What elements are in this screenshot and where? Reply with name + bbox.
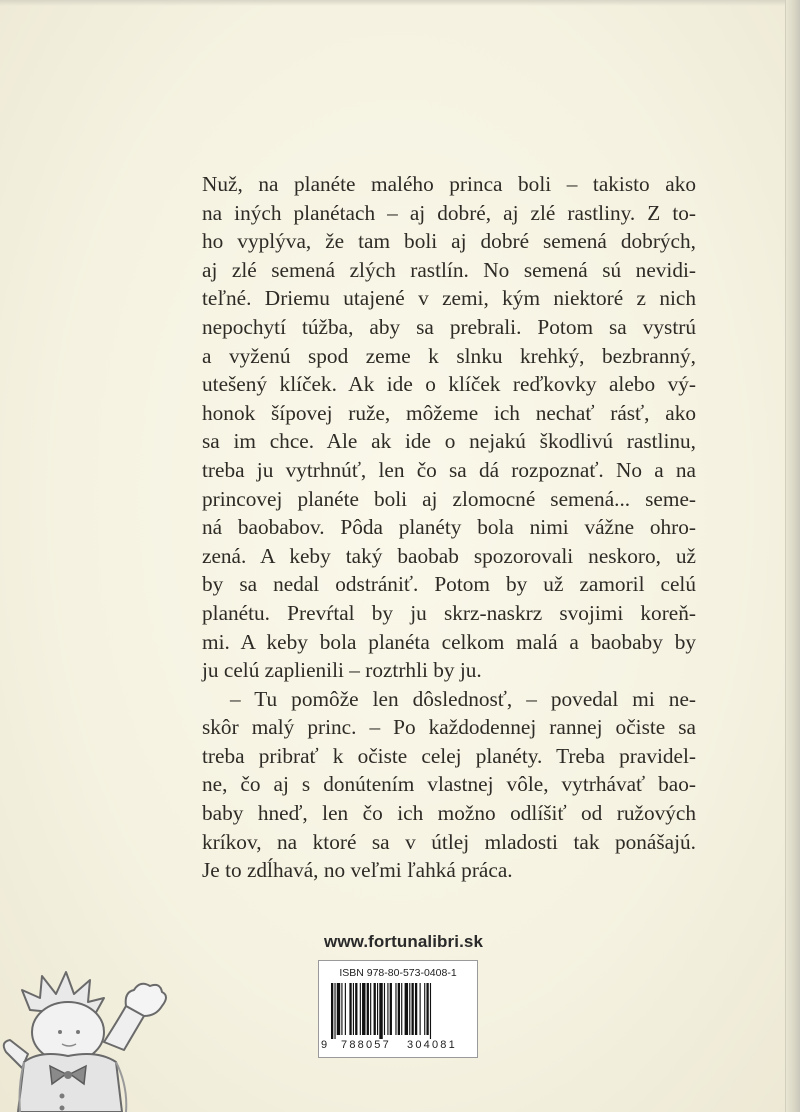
text-line: treba pribrať k očiste celej planéty. Treba pravidel- [202, 743, 696, 768]
barcode-bar [379, 983, 382, 1039]
barcode-digits-left: 788057 [341, 1039, 391, 1051]
barcode-bar [415, 983, 417, 1035]
cover-spine-edge [785, 0, 800, 1112]
barcode-bar [409, 983, 410, 1035]
barcode-bar [384, 983, 385, 1035]
text-line: ne, čo aj s donútením vlastnej vôle, vytrhávať bao- [202, 772, 696, 797]
barcode-bar [360, 983, 361, 1035]
publisher-url: www.fortunalibri.sk [324, 932, 484, 951]
barcode-bar [334, 983, 335, 1039]
barcode-bar [353, 983, 354, 1035]
barcode-digit-first: 9 [321, 1039, 328, 1051]
text-line: treba ju vytrhnúť, len čo sa dá rozpoznať. No a na [202, 457, 696, 482]
isbn-label: ISBN 978-80-573-0408-1 [339, 967, 457, 979]
text-line: teľné. Driemu utajené v zemi, kým niektoré z nich [202, 286, 696, 311]
text-line: ho vyplýva, že tam boli aj dobré semená dobrých, [202, 229, 696, 254]
little-prince-figure [0, 950, 200, 1112]
text-line: by sa nedal odstrániť. Potom by už zamoril celú [202, 572, 696, 597]
barcode-bar [401, 983, 402, 1035]
barcode-bar [362, 983, 365, 1035]
barcode-bar [355, 983, 357, 1035]
excerpt-text [202, 170, 696, 885]
text-line: Je to zdĺhavá, no veľmi ľahká práca. [202, 858, 513, 883]
text-line: ná baobabov. Pôda planéty bola nimi vážne ohro- [202, 515, 696, 540]
barcode-digits-right: 304081 [407, 1039, 457, 1051]
barcode-bar [349, 983, 351, 1035]
text-line: kríkov, na ktoré sa v útlej mladosti tak ponášajú. [202, 829, 696, 854]
barcode-bar [387, 983, 388, 1035]
barcode-bar [377, 983, 378, 1035]
text-line: mi. A keby bola planéta celkom malá a baobaby by [202, 629, 696, 654]
text-line: planétu. Prevŕtal by ju skrz-naskrz svojimi koreň- [202, 600, 696, 625]
text-line: baby hneď, len čo ich možno odlíšiť od ružových [202, 801, 696, 826]
text-line: na iných planétach – aj dobré, aj zlé rastliny. Z to- [202, 200, 696, 225]
text-line: Nuž, na planéte malého princa boli – takisto ako [202, 172, 696, 196]
text-line: aj zlé semená zlých rastlín. No semená sú nevidi- [202, 257, 696, 282]
barcode-bar [424, 983, 425, 1035]
barcode-bars [331, 983, 467, 1039]
barcode-bar [367, 983, 369, 1035]
text-line: sa im chce. Ale ak ide o nejakú škodlivú rastlinu, [202, 429, 696, 454]
barcode-bar [341, 983, 342, 1035]
barcode-bar [337, 983, 340, 1035]
barcode-bar [331, 983, 333, 1039]
barcode-bar [374, 983, 376, 1035]
text-line: utešený klíček. Ak ide o klíček reďkovky alebo vý- [202, 372, 696, 397]
text-line: – Tu pomôže len dôslednosť, – povedal mi ne- [230, 686, 696, 711]
text-line: princovej planéte boli aj zlomocné semená... seme- [202, 486, 696, 511]
text-line: honok šípovej ruže, môžeme ich nechať rásť, ako [202, 400, 696, 425]
barcode-bar [405, 983, 408, 1035]
cover-top-edge [0, 0, 800, 6]
barcode-bar [345, 983, 346, 1035]
text-line: a vyženú spod zeme k slnku krehký, bezbranný, [202, 343, 696, 368]
barcode-bar [390, 983, 392, 1035]
barcode-bar [420, 983, 421, 1035]
barcode-bar [426, 983, 428, 1035]
barcode-bar [395, 983, 396, 1035]
barcode-bar [370, 983, 371, 1035]
text-line: nepochytí túžba, aby sa prebrali. Potom sa vystrú [202, 314, 696, 339]
text-line: skôr malý princ. – Po každodennej rannej očiste sa [202, 715, 696, 740]
isbn-barcode [318, 960, 478, 1058]
barcode-bar [398, 983, 400, 1035]
barcode-bar [430, 983, 431, 1039]
barcode-bar [412, 983, 414, 1035]
text-line: ju celú zaplienili – roztrhli by ju. [202, 658, 482, 683]
text-line: zená. A keby taký baobab spozorovali neskoro, už [202, 543, 696, 568]
